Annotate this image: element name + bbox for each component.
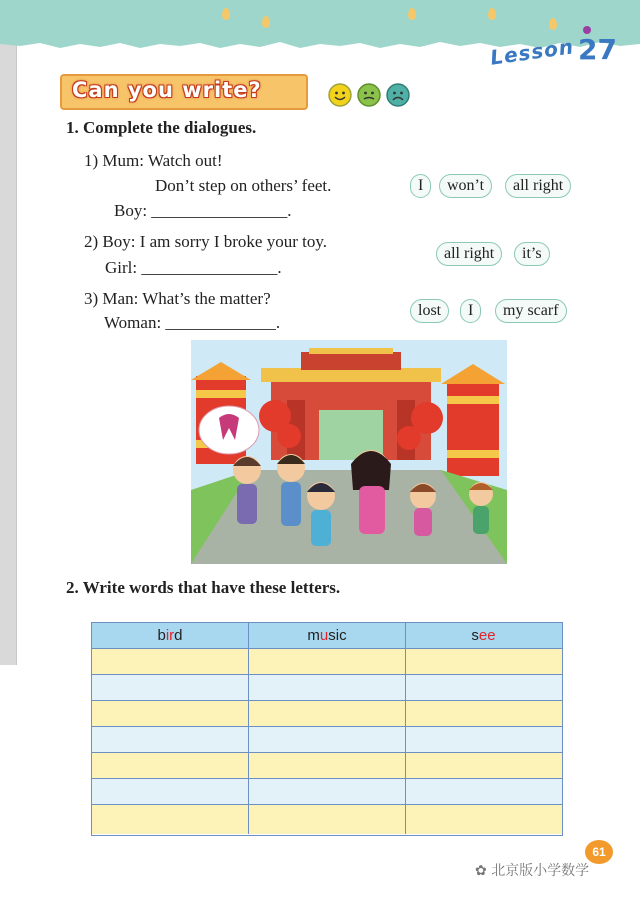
table-row xyxy=(92,805,562,834)
word-choice: won’t xyxy=(439,174,492,198)
answer-cell[interactable] xyxy=(406,701,561,726)
answer-cell[interactable] xyxy=(92,779,249,804)
drop-icon xyxy=(549,18,557,30)
word-choice: I xyxy=(410,174,431,198)
dialogue1-line3: Boy: ________________. xyxy=(114,201,292,220)
word-choice: my scarf xyxy=(495,299,567,323)
neutral-face-icon xyxy=(357,83,381,107)
lesson-label: Lesson xyxy=(488,34,576,70)
answer-cell[interactable] xyxy=(249,779,406,804)
dialogue1-line1: 1) Mum: Watch out! xyxy=(84,151,223,170)
watermark xyxy=(475,860,589,880)
watermark-text: 北京版小学数学 xyxy=(491,863,590,879)
answer-cell[interactable] xyxy=(406,727,561,752)
table-row xyxy=(92,649,562,675)
column-header-see: see xyxy=(471,627,496,644)
table-row xyxy=(92,779,562,805)
dialogue3-line2: Woman: _____________. xyxy=(104,313,281,332)
word-choice: lost xyxy=(410,299,449,323)
lesson-number: 27 xyxy=(578,33,617,66)
wechat-icon: ✿ xyxy=(475,863,492,879)
answer-cell[interactable] xyxy=(406,649,561,674)
drop-icon xyxy=(488,8,496,20)
temple-fair-illustration xyxy=(191,340,507,564)
smile-face-icon xyxy=(328,83,352,107)
drop-icon xyxy=(222,8,230,20)
answer-cell[interactable] xyxy=(249,649,406,674)
answer-cell[interactable] xyxy=(249,753,406,778)
answer-cell[interactable] xyxy=(92,753,249,778)
drop-icon xyxy=(408,8,416,20)
word-choice: it’s xyxy=(514,242,550,266)
word-choice: all right xyxy=(505,174,571,198)
table-row xyxy=(92,701,562,727)
answer-cell[interactable] xyxy=(92,805,249,834)
dialogue2-line1: 2) Boy: I am sorry I broke your toy. xyxy=(84,232,327,251)
answer-cell[interactable] xyxy=(406,779,561,804)
dialogue1-line2: Don’t step on others’ feet. xyxy=(155,176,332,195)
word-choice: all right xyxy=(436,242,502,266)
section1-heading: 1. Complete the dialogues. xyxy=(66,118,257,137)
answer-cell[interactable] xyxy=(92,727,249,752)
dialogue3-line1: 3) Man: What’s the matter? xyxy=(84,289,271,308)
answer-cell[interactable] xyxy=(406,675,561,700)
word-choice: I xyxy=(460,299,481,323)
word-table xyxy=(91,622,563,836)
column-header-bird: bird xyxy=(92,623,249,648)
drop-icon xyxy=(262,16,270,28)
answer-cell[interactable] xyxy=(92,649,249,674)
answer-cell[interactable] xyxy=(92,701,249,726)
sad-face-icon xyxy=(386,83,410,107)
page-number: 61 xyxy=(585,840,613,864)
answer-cell[interactable] xyxy=(92,675,249,700)
answer-cell[interactable] xyxy=(249,727,406,752)
table-header-row xyxy=(92,623,562,649)
answer-cell[interactable] xyxy=(249,675,406,700)
banner-title: Can you write? xyxy=(72,78,262,102)
table-row xyxy=(92,675,562,701)
answer-cell[interactable] xyxy=(249,805,406,834)
section2-heading: 2. Write words that have these letters. xyxy=(66,578,341,597)
column-header-music: music xyxy=(249,623,406,648)
dialogue2-line2: Girl: ________________. xyxy=(105,258,282,277)
answer-cell[interactable] xyxy=(406,805,561,834)
page-edge xyxy=(0,0,17,665)
answer-cell[interactable] xyxy=(406,753,561,778)
table-row xyxy=(92,753,562,779)
table-row xyxy=(92,727,562,753)
answer-cell[interactable] xyxy=(249,701,406,726)
